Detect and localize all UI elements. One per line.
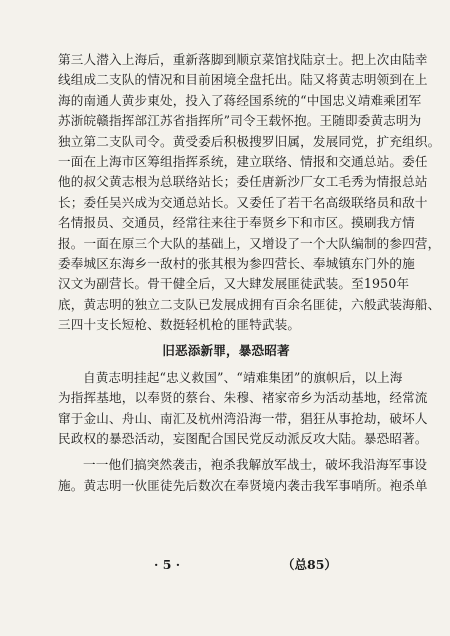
text-line: 汉文为副营长。骨干健全后，又大肆发展匪徒武装。至1950年 (58, 276, 410, 292)
text-line: 海的南通人黄步東处，投入了蒋经国系统的“中国忠义靖难乘团军 (58, 92, 422, 108)
text-line: 为指挥基地，以奉贤的蔡台、朱穆、褚家帝乡为活动基地，经常流 (58, 390, 428, 406)
text-line: 名情报员、交通员，经常往来往于奉贤乡下和市区。摸刷我方情 (58, 215, 415, 231)
text-line: 委奉城区东海乡一敌村的张其根为参四营长、奉城镇东门外的施 (58, 255, 415, 271)
text-line: 三四十支长短枪、数挺轻机枪的匪特武装。 (58, 317, 301, 333)
text-line: 一面在上海市区筹组指挥系统，建立联络、情报和交通总站。委任 (58, 153, 428, 169)
text-line: 第三人潜入上海后，重新落脚到顺京菜馆找陆京士。把上次由陆幸 (58, 52, 428, 67)
text-line: 线组成二支队的情况和目前困境全盘托出。陆又将黄志明领到在上 (58, 72, 428, 88)
text-line: 独立第二支队司令。黄受委后积极搜罗旧属，发展同党，扩充组织。 (58, 133, 441, 149)
page-footer (0, 556, 450, 574)
text-line: 一一他们搞突然袭击，袍杀我解放军战士，破坏我沿海军事设 (83, 457, 428, 473)
text-line: 民政权的暴恐活动，妄图配合国民党反动派反攻大陆。暴恐昭著。 (58, 431, 428, 447)
text-line: 自黄志明挂起“忠义救国”、“靖难集团”的旗帜后，以上海 (83, 369, 403, 385)
page-number: · 5 · (154, 557, 181, 572)
section-heading: 旧恶添新罪，暴恐昭著 (162, 343, 290, 359)
text-line: 施。黄志明一伙匪徒先后数次在奉贤境内袭击我军事哨所。袍杀单 (58, 477, 428, 493)
total-page-number: （总85） (282, 557, 337, 572)
text-line: 他的叔父黄志根为总联络站长；委任唐新沙厂女工毛秀为情报总站 (58, 174, 428, 190)
text-line: 苏浙皖赣指挥部江苏省指挥所”司令王载怀抱。王随即委黄志明为 (58, 113, 422, 129)
text-line: 报。一面在原三个大队的基础上，又增设了一个大队编制的参四营， (58, 235, 441, 251)
text-line: 长；委任吴兴成为交通总站长。又委任了若干名高级联络员和敌十 (58, 194, 428, 210)
text-line: 窜于金山、舟山、南汇及杭州湾沿海一带，猖狂从事抢劫，破坏人 (58, 410, 428, 426)
document-body (58, 50, 441, 496)
text-line: 底，黄志明的独立二支队已发展成拥有百余名匪徒，六般武装海船、 (58, 296, 441, 312)
